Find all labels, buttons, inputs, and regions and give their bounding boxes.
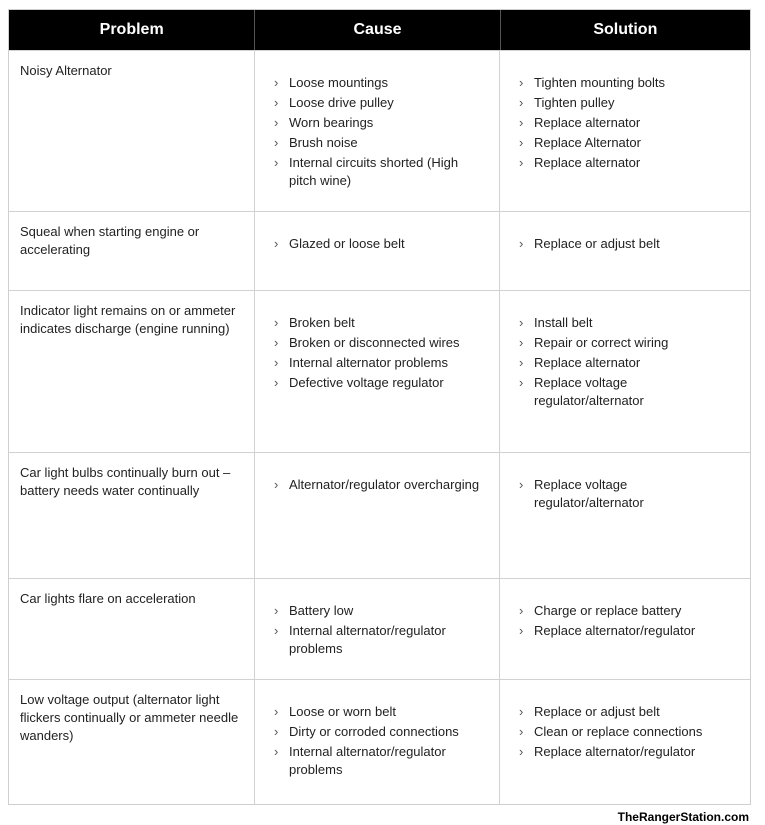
- solution-cell: [500, 453, 750, 578]
- chevron-right-icon: ›: [274, 315, 279, 330]
- table-row: [9, 679, 750, 804]
- problem-cell: Car lights flare on acceleration: [9, 579, 255, 679]
- header-problem: Problem: [9, 10, 255, 50]
- solution-list: [519, 602, 740, 640]
- solution-list: [519, 74, 740, 172]
- solution-cell: [500, 51, 750, 211]
- cause-list: [274, 602, 489, 658]
- chevron-right-icon: ›: [519, 115, 524, 130]
- chevron-right-icon: ›: [274, 477, 279, 492]
- list-item: › Internal circuits shorted (High pitch wine): [274, 155, 459, 188]
- list-item: › Loose mountings: [274, 75, 389, 90]
- list-item: › Replace alternator: [519, 115, 641, 130]
- cause-list: [274, 235, 489, 253]
- list-item: › Charge or replace battery: [519, 603, 682, 618]
- solution-list: [519, 235, 740, 253]
- chevron-right-icon: ›: [519, 135, 524, 150]
- list-item: › Install belt: [519, 315, 593, 330]
- chevron-right-icon: ›: [519, 603, 524, 618]
- chevron-right-icon: ›: [519, 744, 524, 759]
- solution-cell: [500, 291, 750, 452]
- table-row: [9, 211, 750, 290]
- list-item: › Internal alternator/regulator problems: [274, 744, 446, 777]
- list-item: › Replace alternator/regulator: [519, 623, 696, 638]
- list-item: › Alternator/regulator overcharging: [274, 477, 480, 492]
- cause-list: [274, 314, 489, 392]
- list-item: › Tighten pulley: [519, 95, 615, 110]
- chevron-right-icon: ›: [274, 724, 279, 739]
- list-item: › Replace alternator: [519, 355, 641, 370]
- solution-list: [519, 314, 740, 410]
- troubleshooting-table: [8, 9, 751, 805]
- chevron-right-icon: ›: [519, 623, 524, 638]
- cause-cell: [255, 453, 500, 578]
- chevron-right-icon: ›: [519, 236, 524, 251]
- list-item: › Worn bearings: [274, 115, 374, 130]
- chevron-right-icon: ›: [519, 155, 524, 170]
- chevron-right-icon: ›: [519, 75, 524, 90]
- problem-cell: Indicator light remains on or ammeter indicates discharge (engine running): [9, 291, 255, 452]
- list-item: › Loose or worn belt: [274, 704, 396, 719]
- list-item: › Replace alternator: [519, 155, 641, 170]
- problem-cell: Noisy Alternator: [9, 51, 255, 211]
- problem-cell: Car light bulbs continually burn out – battery needs water continually: [9, 453, 255, 578]
- cause-list: [274, 74, 489, 190]
- list-item: › Replace voltage regulator/alternator: [519, 477, 644, 510]
- chevron-right-icon: ›: [519, 335, 524, 350]
- solution-list: [519, 703, 740, 761]
- list-item: › Clean or replace connections: [519, 724, 703, 739]
- list-item: › Defective voltage regulator: [274, 375, 444, 390]
- header-solution: Solution: [593, 21, 658, 38]
- chevron-right-icon: ›: [274, 335, 279, 350]
- cause-cell: [255, 680, 500, 804]
- cause-cell: [255, 51, 500, 211]
- chevron-right-icon: ›: [274, 744, 279, 759]
- table-row: [9, 578, 750, 679]
- list-item: › Dirty or corroded connections: [274, 724, 459, 739]
- list-item: › Broken belt: [274, 315, 355, 330]
- list-item: › Replace or adjust belt: [519, 704, 660, 719]
- list-item: › Broken or disconnected wires: [274, 335, 460, 350]
- chevron-right-icon: ›: [274, 135, 279, 150]
- table-header: [9, 10, 750, 50]
- problem-cell: Squeal when starting engine or accelerating: [9, 212, 255, 290]
- list-item: › Replace or adjust belt: [519, 236, 660, 251]
- list-item: › Loose drive pulley: [274, 95, 394, 110]
- chevron-right-icon: ›: [519, 95, 524, 110]
- chevron-right-icon: ›: [274, 236, 279, 251]
- chevron-right-icon: ›: [519, 704, 524, 719]
- table-row: [9, 50, 750, 211]
- solution-cell: [500, 680, 750, 804]
- cause-list: [274, 703, 489, 779]
- chevron-right-icon: ›: [274, 603, 279, 618]
- list-item: › Replace voltage regulator/alternator: [519, 375, 644, 408]
- list-item: › Tighten mounting bolts: [519, 75, 666, 90]
- cause-list: [274, 476, 489, 494]
- problem-cell: Low voltage output (alternator light flickers continually or ammeter needle wanders): [9, 680, 255, 804]
- chevron-right-icon: ›: [519, 315, 524, 330]
- cause-cell: [255, 291, 500, 452]
- chevron-right-icon: ›: [274, 623, 279, 638]
- chevron-right-icon: ›: [519, 355, 524, 370]
- list-item: › Glazed or loose belt: [274, 236, 405, 251]
- site-credit: TheRangerStation.com: [617, 810, 749, 824]
- chevron-right-icon: ›: [519, 477, 524, 492]
- chevron-right-icon: ›: [274, 75, 279, 90]
- header-cause: Cause: [255, 10, 500, 50]
- chevron-right-icon: ›: [519, 375, 524, 390]
- table-row: [9, 452, 750, 578]
- table-row: [9, 290, 750, 452]
- list-item: › Replace alternator/regulator: [519, 744, 696, 759]
- chevron-right-icon: ›: [274, 95, 279, 110]
- cause-cell: [255, 579, 500, 679]
- list-item: › Replace Alternator: [519, 135, 641, 150]
- solution-list: [519, 476, 740, 512]
- list-item: › Battery low: [274, 603, 354, 618]
- chevron-right-icon: ›: [274, 375, 279, 390]
- chevron-right-icon: ›: [519, 724, 524, 739]
- list-item: › Repair or correct wiring: [519, 335, 669, 350]
- solution-cell: [500, 212, 750, 290]
- list-item: › Internal alternator problems: [274, 355, 448, 370]
- chevron-right-icon: ›: [274, 155, 279, 170]
- chevron-right-icon: ›: [274, 355, 279, 370]
- solution-cell: [500, 579, 750, 679]
- cause-cell: [255, 212, 500, 290]
- list-item: › Brush noise: [274, 135, 358, 150]
- chevron-right-icon: ›: [274, 115, 279, 130]
- chevron-right-icon: ›: [274, 704, 279, 719]
- list-item: › Internal alternator/regulator problems: [274, 623, 446, 656]
